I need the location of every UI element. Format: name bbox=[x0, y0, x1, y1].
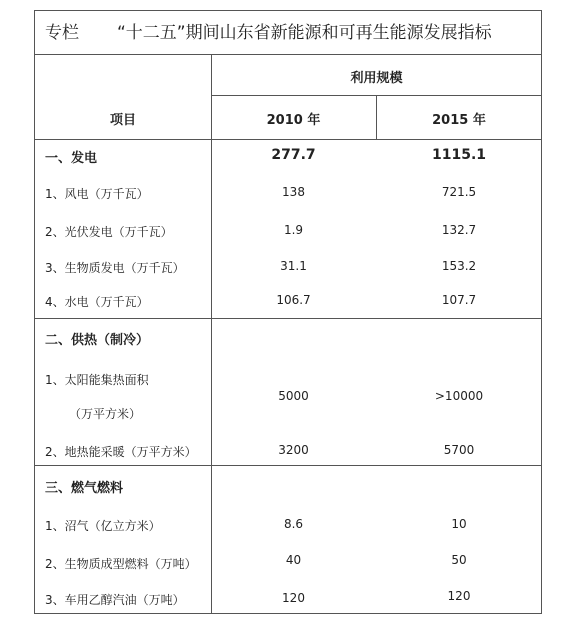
title-text: “十二五”期间山东省新能源和可再生能源发展指标 bbox=[117, 23, 492, 43]
header-bottom-rule bbox=[35, 139, 541, 140]
row-value-2010: 120 bbox=[282, 591, 305, 605]
row-value-2015: 721.5 bbox=[441, 185, 477, 199]
row-label: 2、生物质成型燃料（万吨） bbox=[45, 557, 197, 571]
row-label: 1、沼气（亿立方米） bbox=[45, 519, 161, 533]
indicator-table bbox=[34, 10, 542, 614]
row-label: 2、地热能采暖（万平方米） bbox=[45, 445, 197, 459]
title-prefix: 专栏 bbox=[45, 23, 79, 43]
header-item: 项目 bbox=[109, 113, 136, 128]
row-value-2010: 1.9 bbox=[283, 223, 304, 237]
section-divider-2 bbox=[35, 465, 541, 466]
row-value-2010: 8.6 bbox=[283, 517, 304, 531]
row-value-2015: 10 bbox=[451, 517, 467, 531]
power-total-2015: 1115.1 bbox=[431, 147, 487, 163]
row-value-2010: 138 bbox=[282, 185, 305, 199]
row-label: 2、光伏发电（万千瓦） bbox=[45, 225, 173, 239]
section-heading-power: 一、发电 bbox=[45, 151, 98, 166]
row-label: 3、车用乙醇汽油（万吨） bbox=[45, 593, 185, 607]
row-value-2015: 132.7 bbox=[441, 223, 477, 237]
row-label-continued: （万平方米） bbox=[69, 407, 142, 421]
header-year-2010: 2010 年 bbox=[266, 113, 321, 128]
row-value-2010: 5000 bbox=[278, 389, 309, 403]
header-divider bbox=[211, 95, 542, 96]
row-value-2010: 31.1 bbox=[280, 259, 307, 273]
header-scale: 利用规模 bbox=[350, 71, 403, 86]
row-label: 1、风电（万千瓦） bbox=[45, 187, 149, 201]
row-value-2015: 153.2 bbox=[441, 259, 477, 273]
row-value-2015: 107.7 bbox=[441, 293, 477, 307]
row-value-2010: 3200 bbox=[278, 443, 309, 457]
power-total-2010: 277.7 bbox=[271, 147, 316, 163]
table-title bbox=[35, 11, 541, 55]
row-label: 3、生物质发电（万千瓦） bbox=[45, 261, 185, 275]
row-value-2010: 40 bbox=[285, 553, 302, 567]
row-label: 1、太阳能集热面积 bbox=[45, 373, 149, 387]
row-value-2010: 106.7 bbox=[276, 293, 311, 307]
row-value-2015: 50 bbox=[451, 553, 467, 567]
section-heading-gas-fuel: 三、燃气燃料 bbox=[45, 481, 124, 496]
section-divider-1 bbox=[35, 318, 541, 319]
row-value-2015: 120 bbox=[447, 589, 471, 603]
row-value-2015: >10000 bbox=[434, 389, 484, 403]
row-value-2015: 5700 bbox=[443, 443, 475, 457]
section-heading-heating: 二、供热（制冷） bbox=[45, 333, 150, 348]
row-label: 4、水电（万千瓦） bbox=[45, 295, 149, 309]
header-year-2015: 2015 年 bbox=[432, 113, 486, 128]
